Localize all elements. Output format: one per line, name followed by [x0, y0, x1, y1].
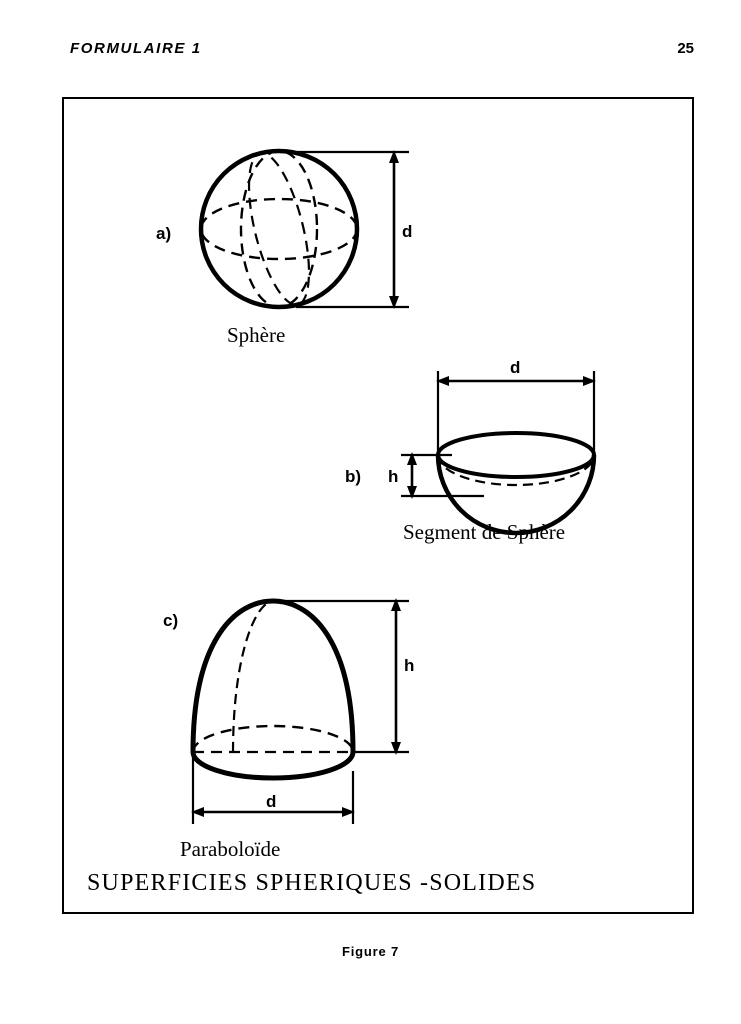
sphere-equator-dashed	[201, 199, 357, 259]
segment-marker: b)	[345, 467, 362, 486]
diagram-spherical-segment	[345, 358, 596, 544]
paraboloid-marker: c)	[163, 611, 179, 630]
paraboloid-label: Paraboloïde	[180, 837, 281, 861]
diagram-sphere	[156, 148, 412, 347]
figure-inner-title: SUPERFICIES SPHERIQUES -SOLIDES	[87, 870, 537, 896]
sphere-marker: a)	[156, 224, 172, 243]
figure-caption: Figure 7	[342, 944, 399, 959]
segment-rim-ellipse	[438, 433, 594, 477]
page-header	[62, 40, 694, 66]
segment-dimension-d-label: d	[510, 358, 521, 377]
sphere-meridian2-dashed	[237, 148, 321, 311]
segment-dimension-h-label: h	[388, 467, 399, 486]
sphere-label: Sphère	[227, 323, 286, 347]
sphere-outline	[201, 151, 357, 307]
paraboloid-dimension-d-label: d	[266, 792, 277, 811]
paraboloid-outline	[193, 601, 353, 752]
figure-illustration	[64, 99, 691, 911]
sphere-meridian-dashed	[241, 151, 317, 307]
page-number: 25	[677, 40, 694, 57]
figure-frame	[62, 97, 694, 914]
header-title: FORMULAIRE 1	[70, 40, 202, 57]
sphere-dimension-d-label: d	[402, 222, 413, 241]
diagram-paraboloid	[163, 598, 414, 861]
paraboloid-base-front	[193, 752, 353, 778]
paraboloid-dimension-h-label: h	[404, 656, 415, 675]
paraboloid-base-back-dashed	[193, 726, 353, 752]
segment-label: Segment de Sphère	[403, 520, 566, 544]
